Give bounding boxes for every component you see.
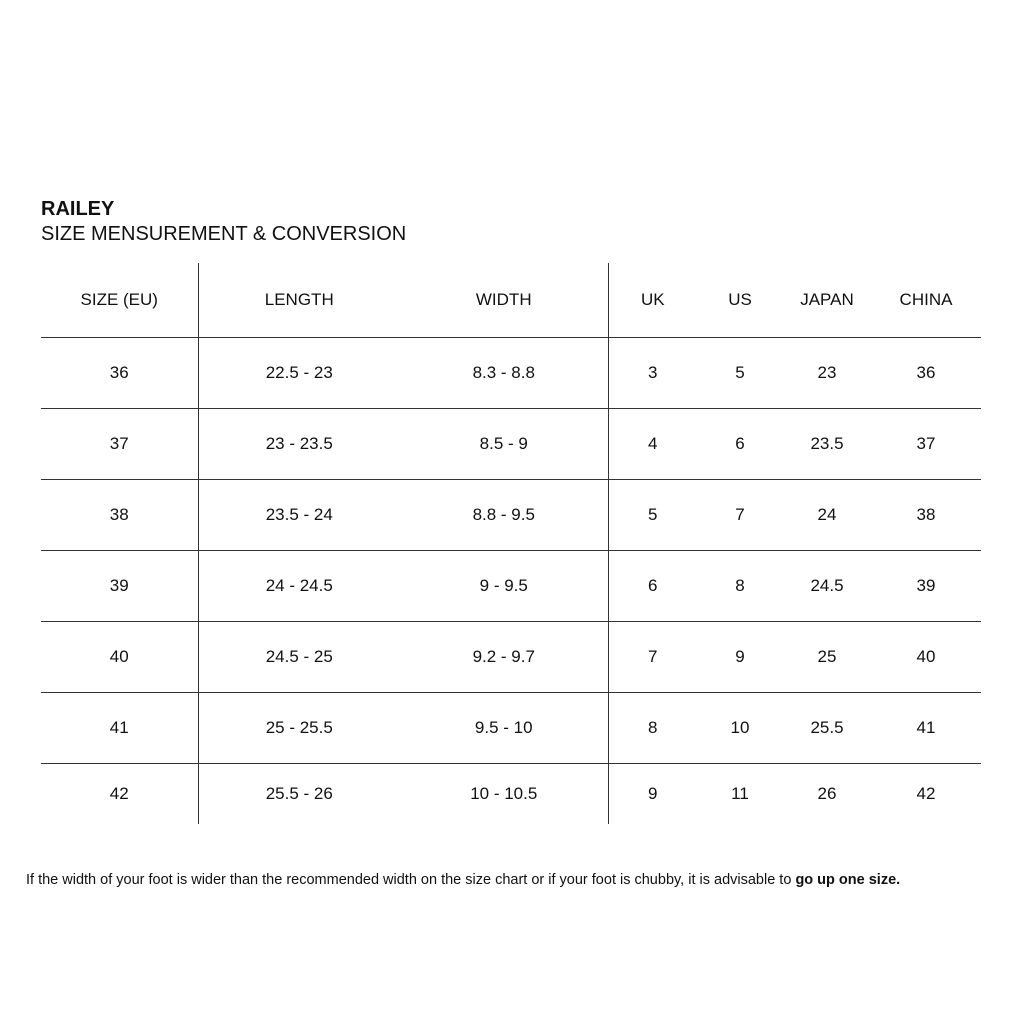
cell-size-eu: 42 <box>41 764 198 825</box>
cell-size-eu: 37 <box>41 409 198 480</box>
cell-uk: 3 <box>608 338 697 409</box>
cell-us: 9 <box>697 622 783 693</box>
table-row <box>41 551 981 622</box>
cell-china: 37 <box>871 409 981 480</box>
table-row <box>41 338 981 409</box>
cell-width: 8.5 - 9 <box>400 409 608 480</box>
cell-japan: 24 <box>783 480 871 551</box>
size-table <box>41 263 981 824</box>
cell-length: 22.5 - 23 <box>198 338 400 409</box>
cell-us: 11 <box>731 784 749 803</box>
cell-us: 10 <box>697 693 783 764</box>
sizing-advice-emphasis: go up one size. <box>795 872 901 888</box>
cell-uk: 9 <box>648 784 658 803</box>
cell-width: 9.2 - 9.7 <box>400 622 608 693</box>
cell-japan: 25.5 <box>783 693 871 764</box>
table-row <box>41 480 981 551</box>
cell-length: 23 - 23.5 <box>198 409 400 480</box>
cell-size-eu: 39 <box>41 551 198 622</box>
cell-size-eu: 40 <box>41 622 198 693</box>
cell-width: 9.5 - 10 <box>400 693 608 764</box>
cell-width: 10 - 10.5 <box>400 764 608 825</box>
cell-china: 41 <box>871 693 981 764</box>
cell-japan: 25 <box>783 622 871 693</box>
table-row <box>41 764 981 825</box>
cell-size-eu: 36 <box>41 338 198 409</box>
cell-length: 25 - 25.5 <box>198 693 400 764</box>
cell-japan: 23.5 <box>783 409 871 480</box>
chart-subtitle: SIZE MENSUREMENT & CONVERSION <box>41 223 407 245</box>
cell-length: 24.5 - 25 <box>198 622 400 693</box>
cell-uk: 6 <box>608 551 697 622</box>
cell-uk: 8 <box>608 693 697 764</box>
column-header-japan: JAPAN <box>783 263 871 338</box>
column-header-width: WIDTH <box>400 263 608 338</box>
cell-width: 8.3 - 8.8 <box>400 338 608 409</box>
cell-china: 42 <box>916 784 936 803</box>
cell-us: 5 <box>697 338 783 409</box>
column-header-us: US <box>697 263 783 338</box>
cell-length: 25.5 - 26 <box>265 784 333 803</box>
cell-length: 23.5 - 24 <box>198 480 400 551</box>
cell-us: 7 <box>697 480 783 551</box>
table-row <box>41 622 981 693</box>
cell-china: 36 <box>871 338 981 409</box>
brand-title: RAILEY <box>41 198 115 220</box>
cell-size-eu: 41 <box>41 693 198 764</box>
cell-uk: 4 <box>608 409 697 480</box>
cell-china: 38 <box>871 480 981 551</box>
cell-japan: 24.5 <box>783 551 871 622</box>
cell-china: 39 <box>871 551 981 622</box>
cell-japan: 23 <box>783 338 871 409</box>
table-row <box>41 409 981 480</box>
table-row <box>41 693 981 764</box>
sizing-advice-text: If the width of your foot is wider than the recommended width on the size chart or if your foot is chubby, it is advisable to <box>26 872 796 888</box>
cell-us: 6 <box>697 409 783 480</box>
column-header-uk: UK <box>608 263 697 338</box>
cell-us: 8 <box>697 551 783 622</box>
size-chart <box>41 263 981 821</box>
cell-uk: 5 <box>608 480 697 551</box>
cell-width: 9 - 9.5 <box>400 551 608 622</box>
cell-length: 24 - 24.5 <box>198 551 400 622</box>
cell-width: 8.8 - 9.5 <box>400 480 608 551</box>
cell-size-eu: 38 <box>41 480 198 551</box>
column-header-length: LENGTH <box>198 263 400 338</box>
cell-china: 40 <box>871 622 981 693</box>
sizing-advice-note <box>26 871 1016 889</box>
cell-japan: 26 <box>817 784 837 803</box>
column-header-china: CHINA <box>871 263 981 338</box>
column-header-size-eu: SIZE (EU) <box>41 263 198 338</box>
table-header-row <box>41 263 981 338</box>
cell-uk: 7 <box>608 622 697 693</box>
